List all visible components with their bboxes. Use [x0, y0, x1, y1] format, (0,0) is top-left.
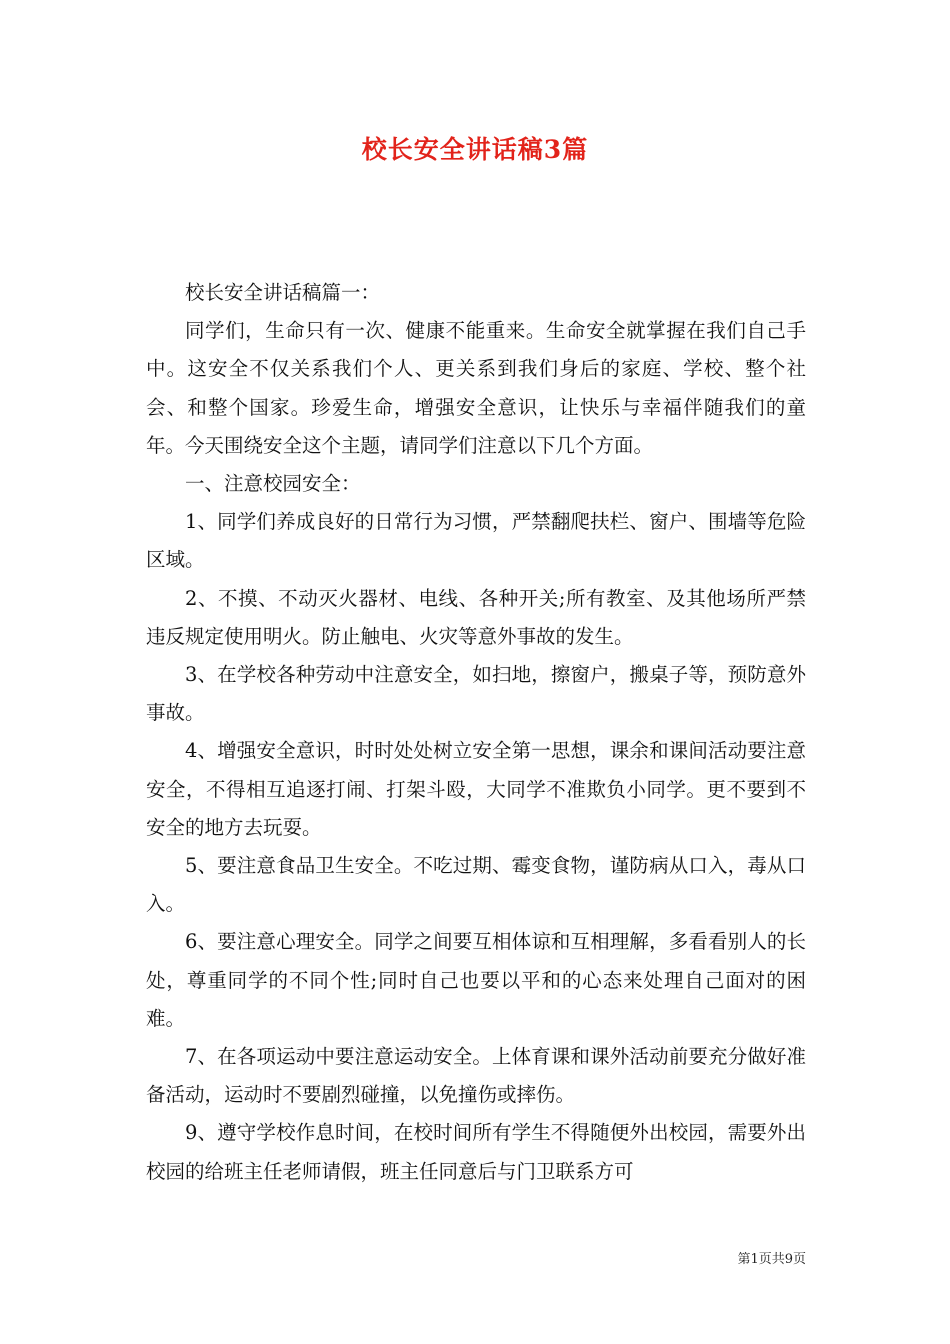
intro-paragraph: 同学们，生命只有一次、健康不能重来。生命安全就掌握在我们自己手中。这安全不仅关系我们个人、更关系到我们身后的家庭、学校、整个社会、和整个国家。珍爱生命，增强安全意识，让快乐与幸福伴随我们的童年。今天围绕安全这个主题，请同学们注意以下几个方面。	[146, 319, 806, 457]
list-item: 4、增强安全意识，时时处处树立安全第一思想，课余和课间活动要注意安全，不得相互追逐打闹、打架斗殴，大同学不准欺负小同学。更不要到不安全的地方去玩耍。	[146, 739, 806, 839]
document-title: 校长安全讲话稿3篇	[361, 135, 589, 164]
list-item: 5、要注意食品卫生安全。不吃过期、霉变食物，谨防病从口入，毒从口入。	[146, 854, 806, 916]
list-item: 2、不摸、不动灭火器材、电线、各种开关;所有教室、及其他场所严禁违反规定使用明火。防止触电、火灾等意外事故的发生。	[146, 586, 806, 648]
list-item: 7、在各项运动中要注意运动安全。上体育课和课外活动前要充分做好准备活动，运动时不要剧烈碰撞，以免撞伤或摔伤。	[146, 1045, 806, 1107]
document-body	[146, 274, 806, 1191]
subsection-heading: 一、注意校园安全：	[185, 472, 361, 496]
list-item: 1、同学们养成良好的日常行为习惯，严禁翻爬扶栏、窗户、围墙等危险区域。	[146, 510, 806, 572]
list-item: 9、遵守学校作息时间，在校时间所有学生不得随便外出校园，需要外出校园的给班主任老师请假，班主任同意后与门卫联系方可	[146, 1121, 806, 1183]
section-heading: 校长安全讲话稿篇一：	[185, 281, 381, 304]
page-number: 第1页共9页	[737, 1252, 806, 1267]
list-item: 3、在学校各种劳动中注意安全，如扫地，擦窗户，搬桌子等，预防意外事故。	[146, 663, 806, 725]
list-item: 6、要注意心理安全。同学之间要互相体谅和互相理解，多看看别人的长处，尊重同学的不同个性;同时自己也要以平和的心态来处理自己面对的困难。	[146, 930, 806, 1030]
